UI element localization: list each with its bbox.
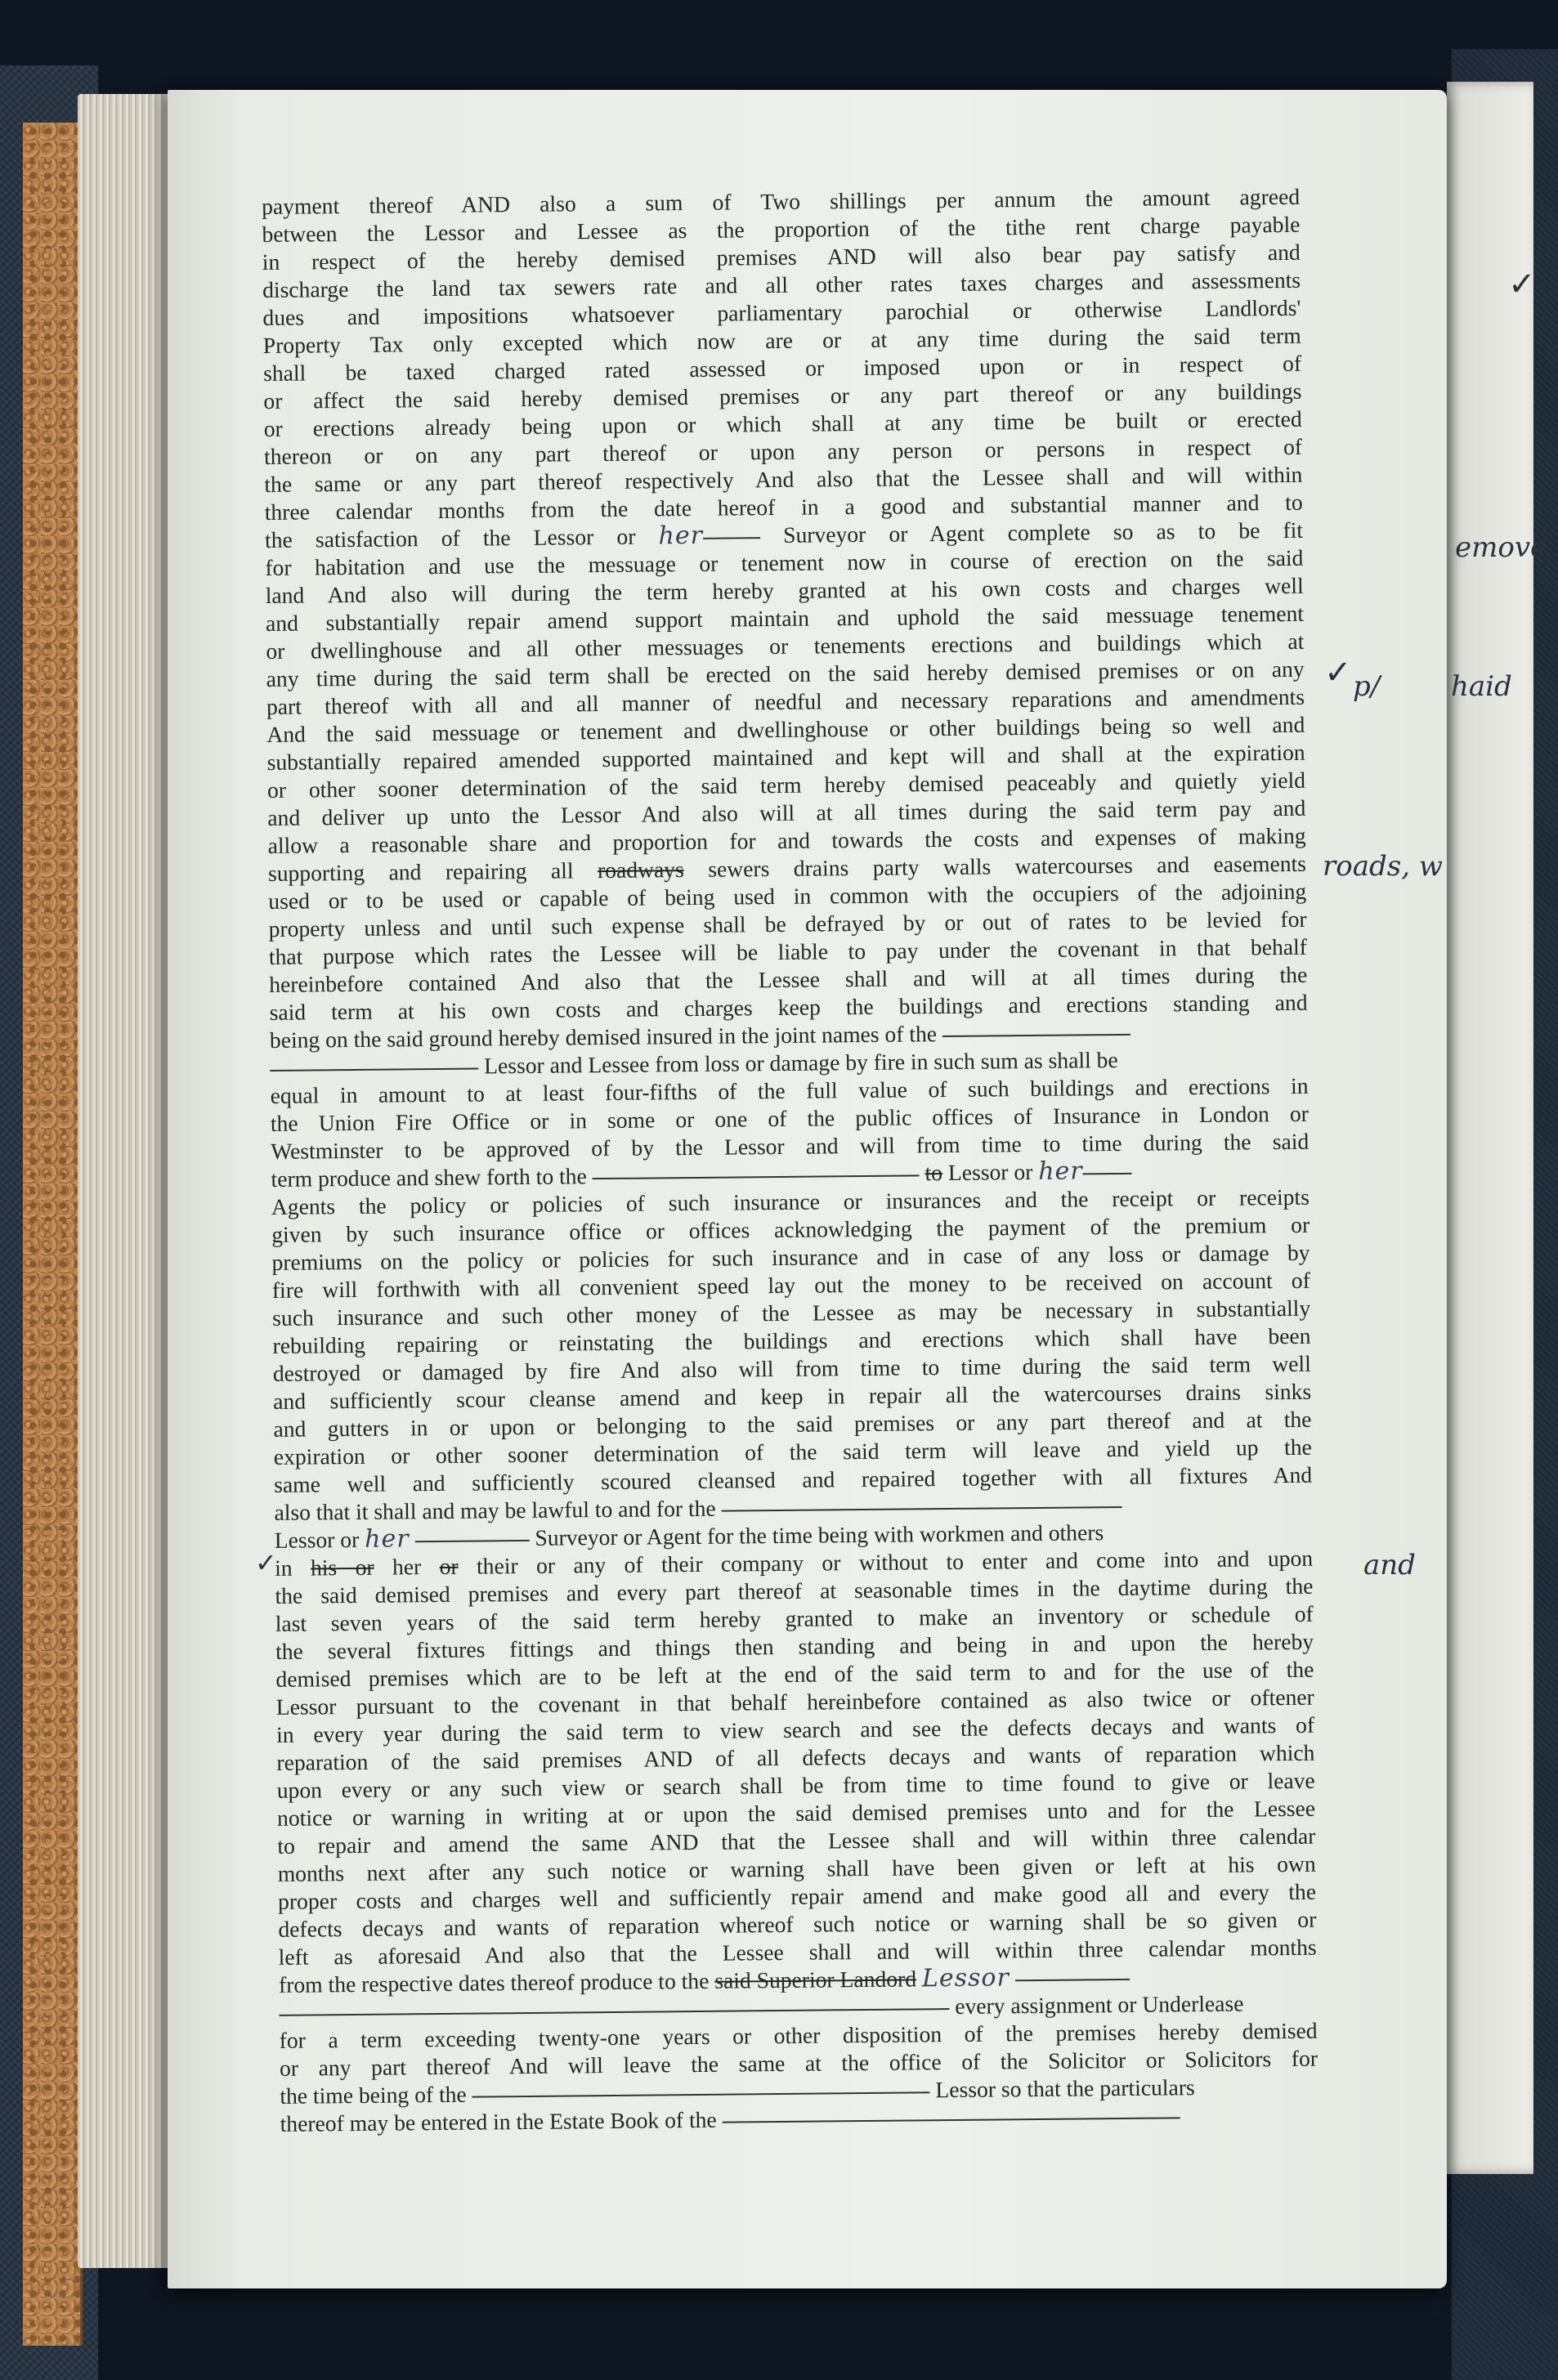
text-line: and sufficiently scour cleanse amend and keep in repair all the watercourses drains sinks — [273, 1378, 1312, 1414]
handwritten-lessor: Lessor — [921, 1963, 1010, 1993]
text-line: land And also will during the term hereby granted at his own costs and charges well — [265, 572, 1304, 608]
checkmark-icon: ✓ — [1324, 654, 1352, 691]
page-stack-edges — [78, 94, 168, 2268]
text-line-strike-his-or: in his or her or their or any of their company or without to enter and come into and upon — [275, 1545, 1314, 1581]
blank-line — [593, 1174, 920, 1179]
text-line: dues and impositions whatsoever parliamentary parochial or otherwise Landlords' — [262, 294, 1301, 330]
struck-his-or: his or — [310, 1554, 374, 1581]
text-line-strike-superior: from the respective dates thereof produce to the said Superior Landord Lessor — [279, 1962, 1317, 1999]
margin-note: haid — [1451, 670, 1512, 703]
text-line: thereon or on any part thereof or upon any person or persons in respect of — [263, 433, 1303, 469]
text-line: months next after any such notice or warning shall have been given or left at his own — [277, 1850, 1316, 1886]
handwritten-her: her — [365, 1524, 410, 1554]
facing-page-edge — [1447, 82, 1533, 2174]
blank-line — [415, 1540, 530, 1542]
text-line: or erections already being upon or which shall at any time be built or erected — [263, 405, 1302, 441]
text-line-strike-roadways: supporting and repairing all roadways sewers drains party walls watercourses and easements — [267, 850, 1307, 886]
text-line: or any part thereof And will leave the same at the office of the Solicitor or Solicitors for — [279, 2045, 1318, 2081]
handwritten-her: her — [658, 521, 704, 551]
text-line: the several fixtures fittings and things then standing and being in and upon the hereby — [275, 1628, 1314, 1664]
struck-roadways: roadways — [597, 857, 684, 884]
text-line: between the Lessor and Lessee as the proportion of the tithe rent charge payable — [262, 211, 1301, 247]
text-line: upon every or any such view or search shall be from time to time found to give or leave — [276, 1767, 1315, 1803]
blank-line — [942, 1034, 1130, 1037]
text-line: left as aforesaid And also that the Lessee shall and will within three calendar months — [278, 1934, 1317, 1970]
lease-text-block — [262, 183, 1318, 2138]
text-line: given by such insurance office or offices acknowledging the payment of the premium or — [271, 1211, 1310, 1247]
text-line-handwritten-her: Lessor or her Surveyor or Agent for the time being with workmen and others — [274, 1519, 1104, 1554]
text-line-with-blank: Lessor and Lessee from loss or damage by fire in such sum as shall be — [270, 1045, 1308, 1082]
text-line-with-blank: being on the said ground hereby demised insured in the joint names of the — [270, 1017, 1308, 1054]
blank-line — [1015, 1979, 1130, 1981]
blank-line — [270, 1067, 478, 1071]
text-line-with-blank: thereof may be entered in the Estate Book of the — [280, 2100, 1318, 2138]
text-line: for habitation and use the messuage or tenement now in course of erection on the said — [265, 544, 1304, 580]
text-line: shall be taxed charged rated assessed or imposed upon or in respect of — [262, 350, 1302, 386]
text-line: Agents the policy or policies of such insurance or insurances and the receipt or receipts — [271, 1183, 1310, 1219]
text-line: last seven years of the said term hereby granted to make an inventory or schedule of — [275, 1600, 1314, 1636]
margin-note: and — [1363, 1549, 1416, 1581]
blank-line — [472, 2091, 930, 2097]
checkmark-icon: ✓ — [1508, 266, 1536, 303]
text-line: any time during the said term shall be erected on the said hereby demised premises or on any — [266, 655, 1305, 691]
text-line: demised premises which are to be left at the end of the said term to and for the use of the — [275, 1656, 1314, 1692]
text-line: Lessor pursuant to the covenant in that behalf hereinbefore contained as also twice or oftener — [275, 1684, 1314, 1720]
text-line: and deliver up unto the Lessor And also will at all times during the said term pay and — [267, 794, 1306, 830]
text-line: allow a reasonable share and proportion for and towards the costs and expenses of making — [267, 822, 1306, 858]
text-line: part thereof with all and all manner of needful and necessary reparations and amendments — [266, 683, 1305, 719]
struck-superior-landlord: said Superior Landord — [714, 1966, 917, 1993]
text-line: proper costs and charges well and sufficiently repair amend and make good all and every the — [277, 1878, 1317, 1914]
text-line: three calendar months from the date hereof in a good and substantial manner and to — [264, 489, 1303, 525]
blank-line — [703, 537, 760, 539]
text-line: equal in amount to at least four-fifths of the full value of such buildings and erections in — [270, 1072, 1309, 1108]
struck-to: to — [925, 1160, 943, 1186]
text-line: the Union Fire Office or in some or one of the public offices of Insurance in London or — [270, 1100, 1310, 1136]
text-line-with-blank: also that it shall and may be lawful to and for the — [274, 1489, 1312, 1527]
text-line-with-blank: the time being of the Lessor so that the particulars — [280, 2074, 1195, 2109]
text-line: such insurance and such other money of the Lessee as may be necessary in substantially — [272, 1295, 1311, 1331]
text-line-handwritten-her: the satisfaction of the Lessor or her Surveyor or Agent complete so as to be fit — [264, 517, 1304, 552]
blank-line — [722, 1506, 1122, 1512]
text-line: same well and sufficiently scoured cleansed and repaired together with all fixtures And — [274, 1461, 1313, 1497]
margin-note: roads, w — [1323, 850, 1443, 883]
handwritten-her: her — [1038, 1156, 1083, 1186]
text-line: the said demised premises and every part thereof at seasonable times in the daytime during the — [275, 1572, 1314, 1608]
blank-line — [1083, 1173, 1132, 1175]
text-line: in respect of the hereby demised premises AND will also bear pay satisfy and — [262, 239, 1301, 275]
text-line: used or to be used or capable of being used in common with the occupiers of the adjoining — [268, 878, 1307, 914]
text-line: or other sooner determination of the said term hereby demised peaceably and quietly yield — [266, 767, 1306, 803]
marbled-endpaper — [23, 123, 83, 2346]
text-line: or affect the said hereby demised premises or any part thereof or any buildings — [263, 378, 1302, 414]
text-line: payment thereof AND also a sum of Two shillings per annum the amount agreed — [262, 183, 1301, 219]
text-line: and substantially repair amend support maintain and uphold the said messuage tenement — [265, 600, 1305, 636]
text-line: Property Tax only excepted which now are or at any time during the said term — [262, 322, 1301, 358]
text-line: defects decays and wants of reparation whereof such notice or warning shall be so given or — [278, 1906, 1317, 1942]
text-line: notice or warning in writing at or upon the said demised premises unto and for the Lessee — [276, 1795, 1316, 1831]
text-fragment: every assignment or Underlease — [955, 1990, 1244, 2019]
text-line: Westminster to be approved of by the Lessor and will from time to time during the said — [271, 1128, 1310, 1164]
text-line: or dwellinghouse and all other messuages or tenements erections and buildings which at — [266, 628, 1305, 664]
text-line: And the said messuage or tenement and dwellinghouse or other buildings being so well and — [266, 711, 1305, 747]
text-line: fire will forthwith with all convenient speed lay out the money to be received on account of — [271, 1267, 1310, 1303]
struck-or: or — [439, 1553, 459, 1579]
text-line: for a term exceeding twenty-one years or other disposition of the premises hereby demised — [279, 2017, 1318, 2053]
text-line: property unless and until such expense shall be defrayed by or out of rates to be levied for — [268, 906, 1307, 942]
text-line: said term at his own costs and charges keep the buildings and erections standing and — [269, 989, 1308, 1025]
text-line: and gutters in or upon or belonging to the said premises or any part thereof and at the — [273, 1406, 1312, 1442]
blank-line — [279, 2008, 949, 2016]
text-line: in every year during the said term to view search and see the defects decays and wants of — [275, 1711, 1315, 1747]
text-line-handwritten-her: term produce and shew forth to the to Lessor or her — [271, 1156, 1309, 1193]
text-line: premiums on the policy or policies for such insurance and in case of any loss or damage by — [271, 1239, 1310, 1275]
text-line: reparation of the said premises AND of all defects decays and wants of reparation which — [276, 1739, 1315, 1775]
text-line: to repair and amend the same AND that the Lessee shall and will within three calendar — [277, 1823, 1316, 1859]
text-line: discharge the land tax sewers rate and all other rates taxes charges and assessments — [262, 266, 1301, 302]
text-line: substantially repaired amended supported maintained and kept will and shall at the expiration — [266, 739, 1305, 775]
text-line: destroyed or damaged by fire And also will from time to time during the said term well — [272, 1350, 1311, 1386]
text-line: expiration or other sooner determination of the said term will leave and yield up the — [273, 1434, 1312, 1470]
text-line: rebuilding repairing or reinstating the buildings and erections which shall have been — [272, 1322, 1311, 1358]
text-line: that purpose which rates the Lessee will be liable to pay under the covenant in that behalf — [268, 933, 1308, 969]
checkmark-icon: ✓ — [255, 1547, 277, 1578]
margin-note: emove — [1455, 531, 1547, 564]
margin-note: p/ — [1353, 670, 1381, 703]
text-line: hereinbefore contained And also that the Lessee shall and will at all times during the — [269, 961, 1308, 997]
blank-line — [723, 2117, 1180, 2123]
text-line: the same or any part thereof respectively And also that the Lessee shall and will within — [264, 461, 1303, 497]
